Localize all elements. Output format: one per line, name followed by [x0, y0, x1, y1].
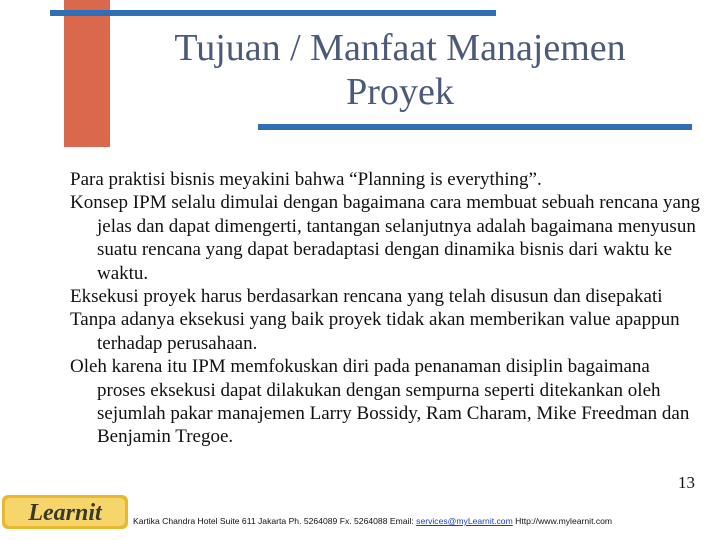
slide-title: [110, 26, 690, 114]
footer: [133, 516, 718, 526]
logo-wordmark: Learnit: [28, 500, 102, 526]
body-paragraph: Para praktisi bisnis meyakini bahwa “Planning is everything”.: [70, 169, 542, 190]
body-paragraph: Tanpa adanya eksekusi yang baik proyek tidak akan memberikan value apappun terhadap perusahaan.: [70, 309, 680, 354]
accent-block: [64, 0, 110, 147]
title-rule-bottom: [258, 124, 692, 130]
slide-title-line-2: Proyek: [346, 71, 454, 113]
body-paragraph: Konsep IPM selalu dimulai dengan bagaimana cara membuat sebuah rencana yang jelas dan dapat dimengerti, tantangan selanjutnya adalah bagaimana menyusun suatu rencana yang dapat beradaptasi dengan dinamika bisnis dari waktu ke waktu.: [70, 192, 700, 284]
slide-number: 13: [678, 473, 695, 492]
footer-address: Kartika Chandra Hotel Suite 611 Jakarta Ph. 5264089 Fx. 5264088 Email:: [133, 516, 414, 526]
footer-email-link[interactable]: services@myLearnit.com: [416, 516, 513, 526]
body-paragraph: Eksekusi proyek harus berdasarkan rencana yang telah disusun dan disepakati: [70, 286, 663, 308]
learnit-logo: [2, 491, 128, 533]
footer-website[interactable]: Http://www.mylearnit.com: [515, 516, 613, 526]
body-paragraph: Oleh karena itu IPM memfokuskan diri pada penanaman disiplin bagaimana proses eksekusi dapat dilakukan dengan sempurna seperti ditekankan oleh sejumlah pakar manajemen Larry Bossidy, Ram Charam, Mike Freedman dan Benjamin Tregoe.: [70, 356, 690, 448]
slide-title-line-1: Tujuan / Manfaat Manajemen: [174, 27, 626, 69]
title-rule-top: [50, 10, 496, 16]
slide-body: [70, 168, 700, 449]
